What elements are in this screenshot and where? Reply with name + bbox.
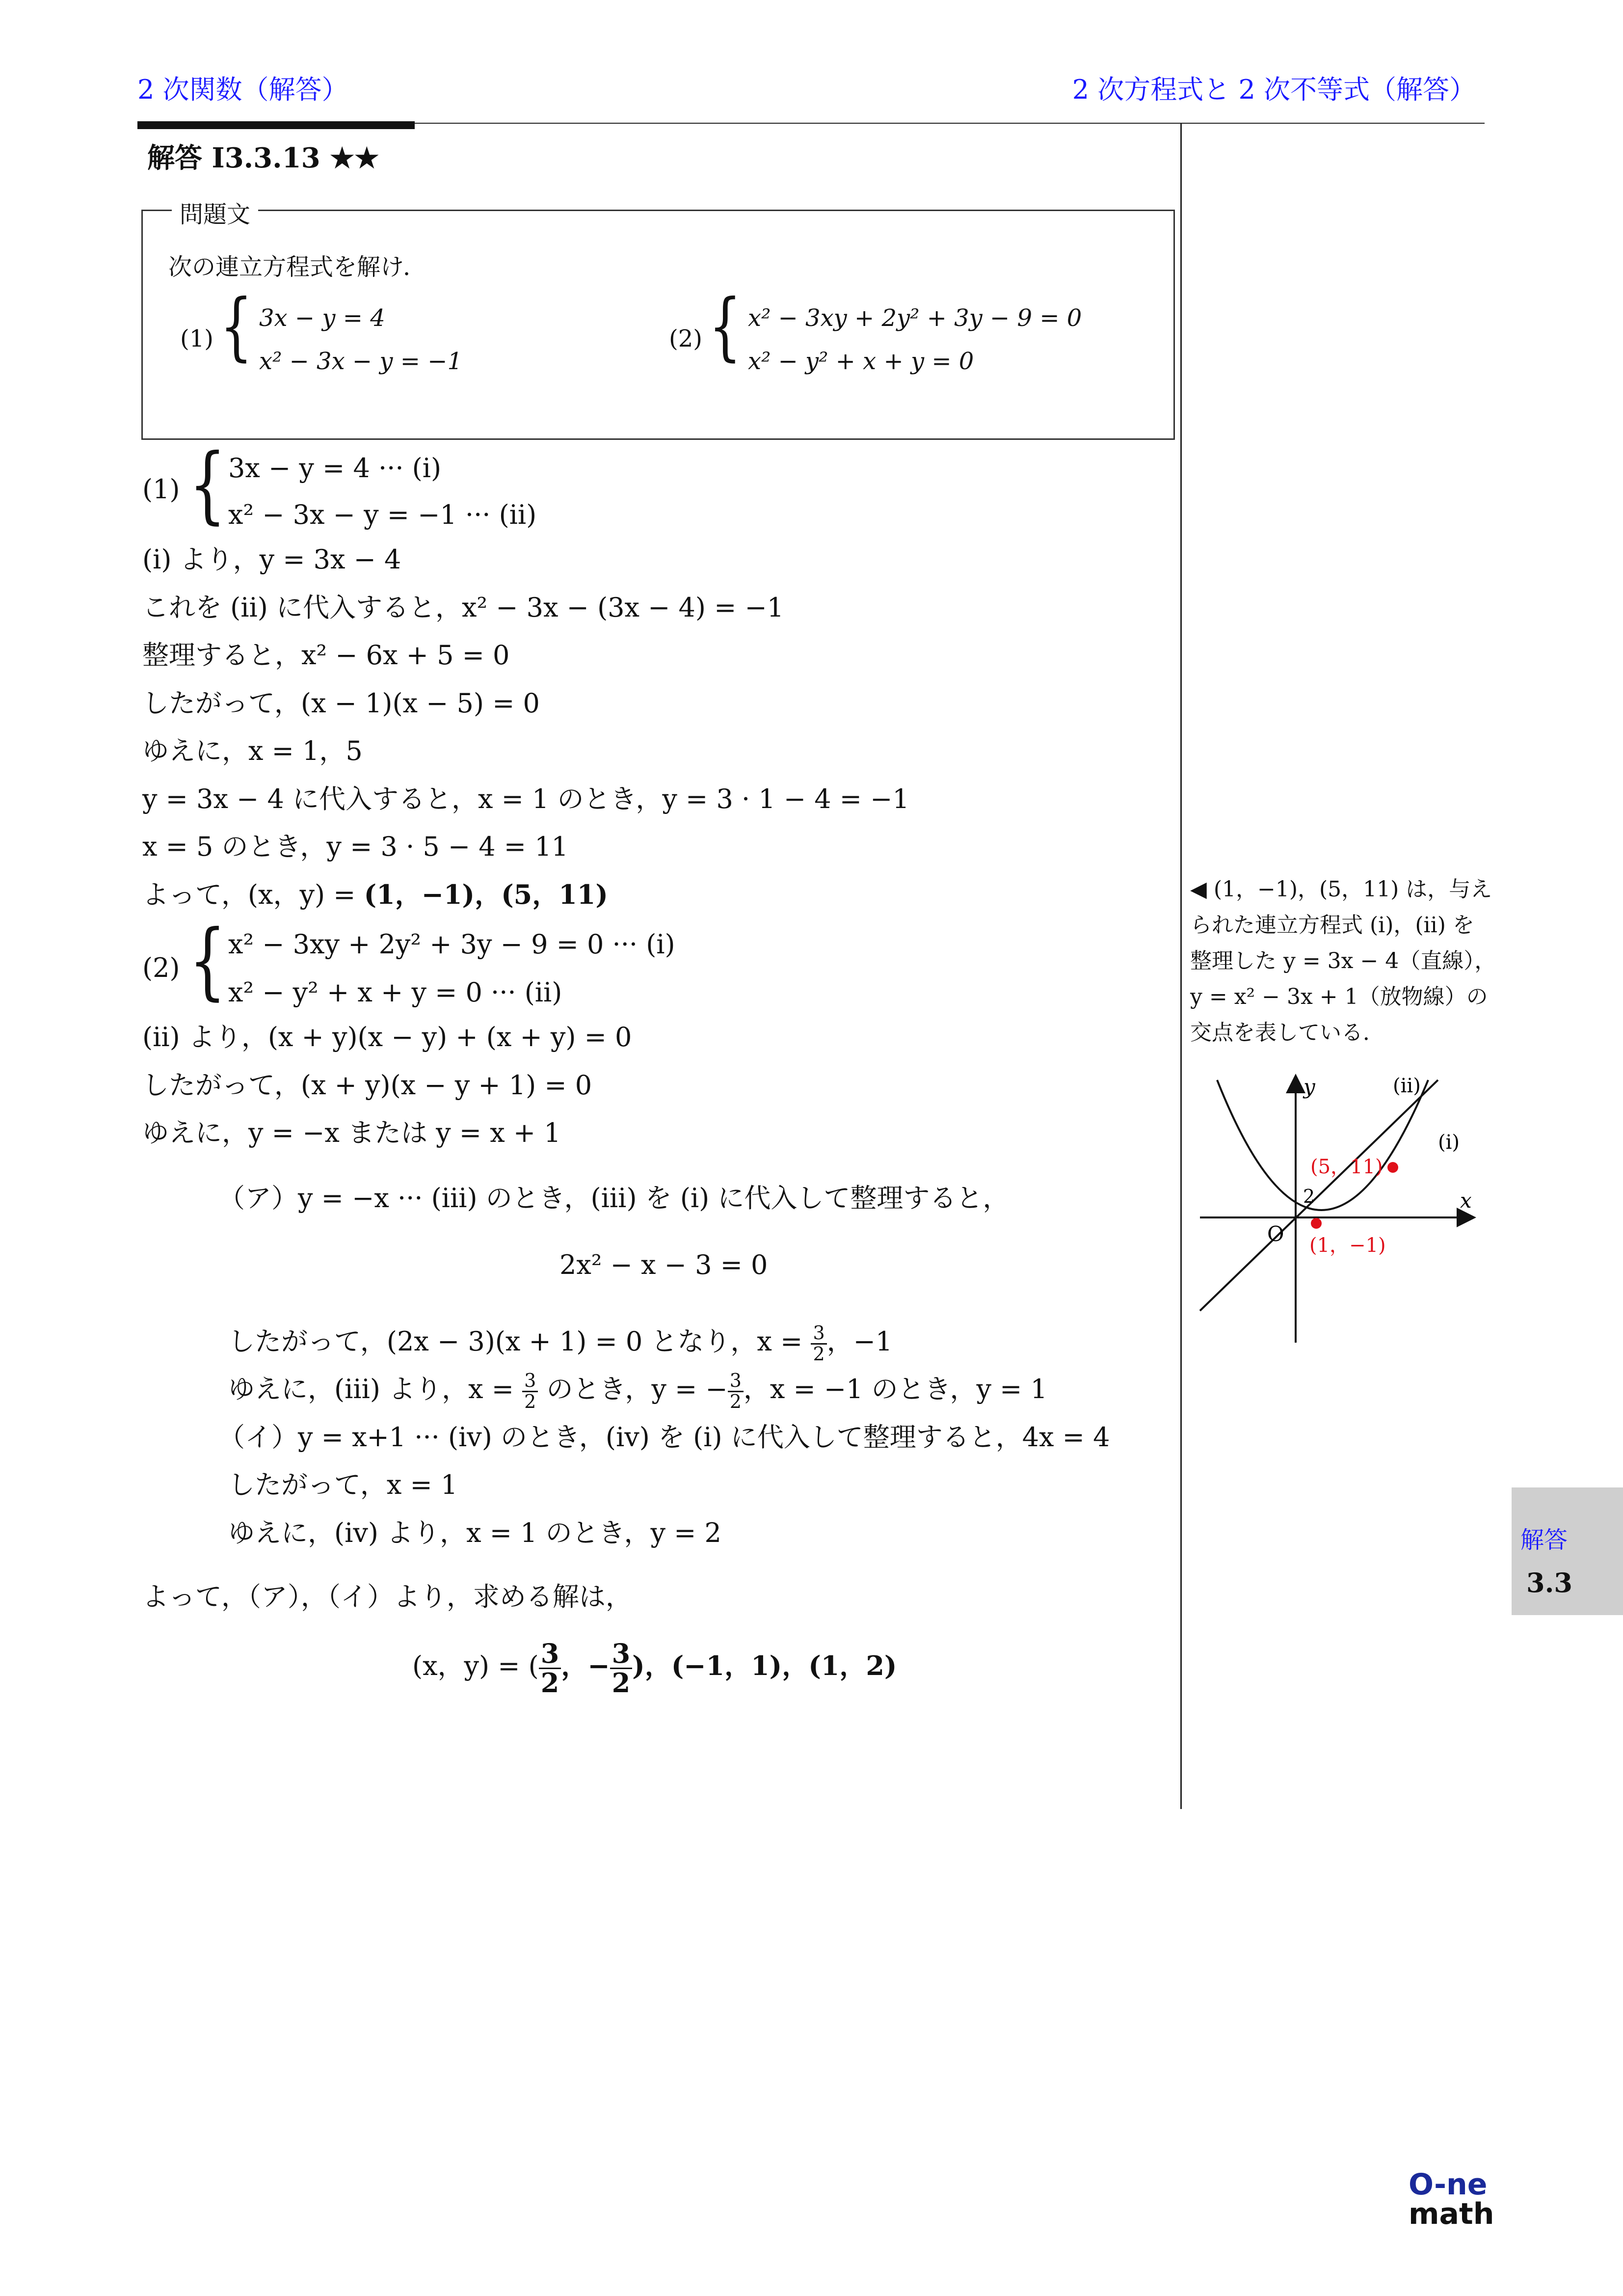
problem-1-eq2: x² − 3x − y = −1 (259, 348, 462, 375)
solution-2-brace: { (189, 912, 226, 1009)
problem-box-label: 問題文 (172, 195, 258, 229)
solution-1-answer-prefix: よって，(x，y) = (142, 879, 364, 910)
solution-1-line-5: ゆえに，x = 1，5 (142, 735, 363, 766)
point-5-11-marker (1387, 1162, 1398, 1173)
origin-label: O (1267, 1222, 1284, 1246)
case-b-line-2: ゆえに，(iv) より，x = 1 のとき，y = 2 (228, 1517, 721, 1548)
solution-1-line-7: x = 5 のとき，y = 3 · 5 − 4 = 11 (142, 831, 568, 862)
solution-1-line-3: 整理すると，x² − 6x + 5 = 0 (142, 640, 510, 671)
line-i-label: (i) (1438, 1131, 1460, 1154)
case-b-line-1: したがって，x = 1 (228, 1469, 458, 1500)
case-a-equation: 2x² − x − 3 = 0 (559, 1249, 768, 1280)
solution-1-label: (1) (142, 474, 180, 505)
case-a-line-1 (228, 1321, 892, 1364)
conclusion: よって，（ア），（イ）より，求める解は， (142, 1581, 632, 1612)
fraction-numerator: 3 (522, 1371, 538, 1392)
final-answer-suffix: )，(−1，1)，(1，2) (632, 1650, 897, 1682)
side-note-line-2: られた連立方程式 (i)，(ii) を (1190, 913, 1474, 938)
fraction-denominator: 2 (729, 1390, 742, 1412)
tick-2-label: 2 (1303, 1186, 1315, 1207)
solution-2-line-2: したがって，(x + y)(x − y + 1) = 0 (142, 1070, 592, 1101)
problem-statement: 次の連立方程式を解け． (168, 253, 427, 281)
solution-1-line-4: したがって，(x − 1)(x − 5) = 0 (142, 688, 540, 719)
case-a-line-2-c: ，x = −1 のとき，y = 1 (743, 1374, 1047, 1405)
side-note-line-4: y = x² − 3x + 1（放物線）の (1190, 984, 1488, 1009)
margin-divider (1180, 123, 1182, 1809)
header-left: 2 次関数（解答） (137, 74, 348, 105)
x-axis-label: x (1460, 1189, 1472, 1213)
problem-1-eq1: 3x − y = 4 (259, 304, 385, 332)
solution-1-eq1: 3x − y = 4 ··· (i) (228, 453, 442, 484)
point-1-neg1-marker (1311, 1218, 1322, 1229)
final-answer-mid: ，− (561, 1650, 610, 1682)
solution-2-line-3: ゆえに，y = −x または y = x + 1 (142, 1117, 561, 1148)
chapter-tab[interactable] (1512, 1487, 1623, 1615)
intersection-graph (1188, 1060, 1482, 1345)
side-note-line-5: 交点を表している． (1190, 1020, 1384, 1045)
solution-1-eq2: x² − 3x − y = −1 ··· (ii) (228, 499, 537, 530)
final-fraction-3-2 (610, 1640, 633, 1697)
chapter-tab-number: 3.3 (1526, 1567, 1572, 1598)
solution-2-eq2: x² − y² + x + y = 0 ··· (ii) (228, 977, 562, 1008)
final-answer-prefix: (x，y) = ( (412, 1650, 539, 1682)
header-accent-bar (137, 121, 415, 129)
solution-1-line-2: これを (ii) に代入すると，x² − 3x − (3x − 4) = −1 (142, 592, 784, 623)
logo-top: O-ne (1409, 2167, 1488, 2202)
case-b-heading: （イ）y = x+1 ··· (iv) のとき，(iv) を (i) に代入して整理すると，4x = 4 (218, 1422, 1110, 1453)
curve-ii-label: (ii) (1393, 1075, 1421, 1097)
solution-2-line-1: (ii) より，(x + y)(x − y) + (x + y) = 0 (142, 1022, 632, 1053)
side-note-line-1: ◀ (1，−1)，(5，11) は，与え (1190, 877, 1492, 902)
problem-1-brace: { (220, 284, 253, 369)
fraction-denominator: 2 (524, 1390, 536, 1412)
solution-1-answer: (1，−1)，(5，11) (364, 879, 608, 910)
side-note-line-3: 整理した y = 3x − 4（直線）， (1190, 948, 1496, 973)
final-answer (412, 1640, 897, 1697)
fraction-denominator: 2 (612, 1667, 631, 1699)
case-a-line-2 (228, 1368, 1047, 1411)
point-1-neg1-label: (1，−1) (1309, 1234, 1386, 1257)
solution-1-line-1: (i) より，y = 3x − 4 (142, 544, 401, 575)
case-a-line-2-b: のとき，y = − (538, 1374, 728, 1405)
case-a-heading: （ア）y = −x ··· (iii) のとき，(iii) を (i) に代入して整理すると， (218, 1183, 1010, 1214)
solution-1-answer-line (142, 874, 608, 912)
point-5-11-label: (5，11) (1310, 1156, 1383, 1178)
answer-title: 解答 I3.3.13 ★★ (147, 142, 379, 174)
fraction-3-2 (811, 1324, 826, 1364)
fraction-numerator: 3 (610, 1640, 633, 1669)
fraction-denominator: 2 (540, 1667, 559, 1699)
final-fraction-3-2 (539, 1640, 561, 1697)
fraction-3-2 (728, 1371, 744, 1412)
problem-2-eq2: x² − y² + x + y = 0 (748, 348, 974, 375)
problem-1-label: (1) (180, 325, 213, 352)
chapter-tab-label: 解答 (1520, 1526, 1568, 1554)
problem-2-eq1: x² − 3xy + 2y² + 3y − 9 = 0 (748, 304, 1082, 332)
solution-1-line-6: y = 3x − 4 に代入すると，x = 1 のとき，y = 3 · 1 − 4 = −1 (142, 783, 909, 814)
solution-2-label: (2) (142, 952, 180, 983)
fraction-numerator: 3 (728, 1371, 744, 1392)
logo-bottom: math (1409, 2197, 1494, 2231)
fraction-numerator: 3 (811, 1324, 826, 1345)
case-a-line-1-pre: したがって，(2x − 3)(x + 1) = 0 となり，x = (228, 1326, 811, 1357)
fraction-denominator: 2 (813, 1343, 825, 1365)
solution-1-brace: { (189, 436, 226, 533)
onemath-logo (1409, 2167, 1494, 2231)
solution-2-eq1: x² − 3xy + 2y² + 3y − 9 = 0 ··· (i) (228, 929, 675, 960)
case-a-line-2-a: ゆえに，(iii) より，x = (228, 1374, 523, 1405)
problem-2-brace: { (709, 284, 742, 369)
straight-line (1200, 1080, 1438, 1311)
problem-2-label: (2) (669, 325, 702, 352)
fraction-numerator: 3 (539, 1640, 561, 1669)
fraction-3-2 (522, 1371, 538, 1412)
case-a-line-1-post: ，−1 (826, 1326, 893, 1357)
header-right: 2 次方程式と 2 次不等式（解答） (1072, 74, 1476, 105)
y-axis-label: y (1304, 1075, 1315, 1099)
